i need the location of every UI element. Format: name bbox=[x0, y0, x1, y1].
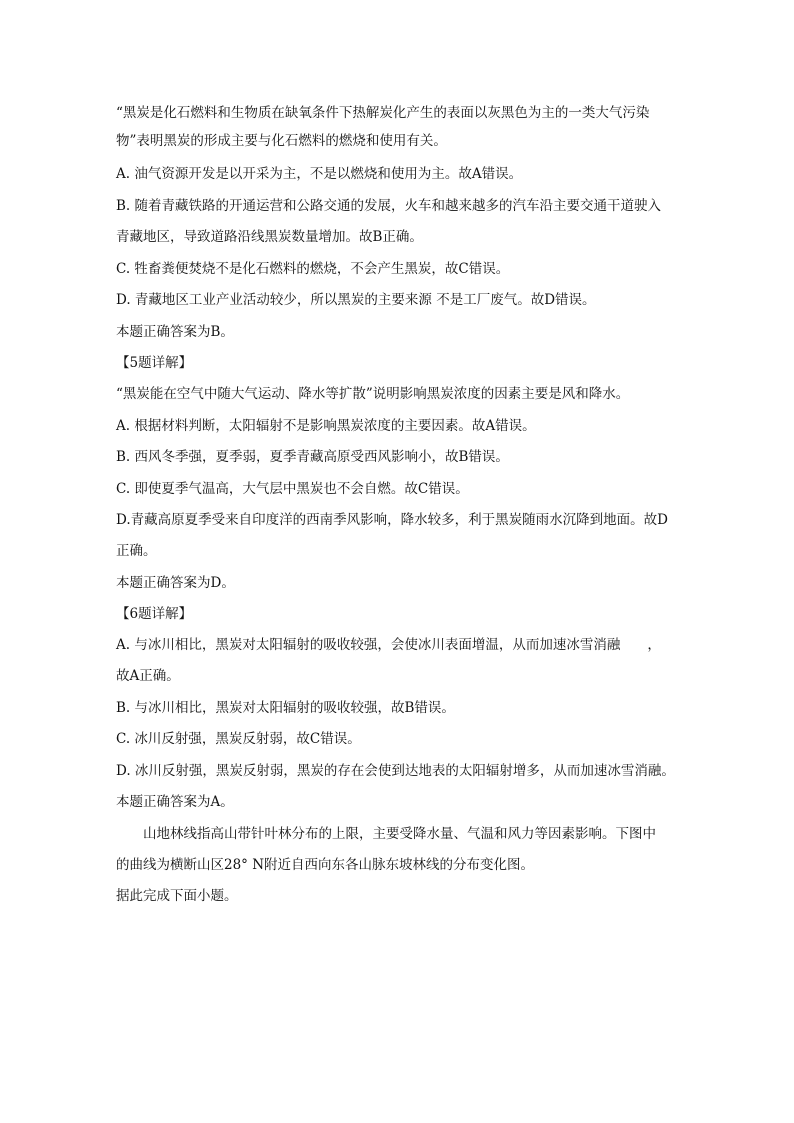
paragraph-line: “黑炭是化石燃料和生物质在缺氧条件下热解炭化产生的表面以灰黑色为主的一类大气污染 bbox=[116, 105, 650, 121]
option-d-line: D.青藏高原夏季受来自印度洋的西南季风影响，降水较多，利于黑炭随雨水沉降到地面。故D bbox=[116, 512, 668, 528]
option-b-line: 青藏地区，导致道路沿线黑炭数量增加。故B正确。 bbox=[116, 229, 423, 245]
paragraph-line: 的曲线为横断山区28° N附近自西向东各山脉东坡林线的分布变化图。 bbox=[116, 857, 535, 873]
option-a-line: A. 油气资源开发是以开采为主，不是以燃烧和使用为主。故A错误。 bbox=[116, 166, 523, 182]
paragraph-line: “黑炭能在空气中随大气运动、降水等扩散”说明影响黑炭浓度的因素主要是风和降水。 bbox=[116, 386, 630, 402]
option-d-line: D. 青藏地区工业产业活动较少，所以黑炭的主要来源 不是工厂废气。故D错误。 bbox=[116, 292, 596, 308]
option-b-line: B. 西风冬季强，夏季弱，夏季青藏高原受西风影响小，故B错误。 bbox=[116, 449, 509, 465]
paragraph-line: 物”表明黑炭的形成主要与化石燃料的燃烧和使用有关。 bbox=[116, 133, 447, 149]
option-d-line: 正确。 bbox=[116, 543, 157, 559]
section-heading-5: 【5题详解】 bbox=[116, 355, 193, 371]
answer-line: 本题正确答案为D。 bbox=[116, 575, 235, 591]
section-heading-6: 【6题详解】 bbox=[116, 606, 193, 622]
answer-line: 本题正确答案为A。 bbox=[116, 794, 234, 810]
paragraph-line: 据此完成下面小题。 bbox=[116, 888, 238, 904]
paragraph-line: 山地林线指高山带针叶林分布的上限，主要受降水量、气温和风力等因素影响。下图中 bbox=[143, 826, 656, 842]
option-a-line: A. 与冰川相比，黑炭对太阳辐射的吸收较强，会使冰川表面增温，从而加速冰雪消融 ， bbox=[116, 637, 661, 653]
option-b-line: B. 与冰川相比，黑炭对太阳辐射的吸收较强，故B错误。 bbox=[116, 700, 455, 716]
option-a-line: 故A正确。 bbox=[116, 668, 180, 684]
option-c-line: C. 即使夏季气温高，大气层中黑炭也不会自燃。故C错误。 bbox=[116, 481, 469, 497]
answer-line: 本题正确答案为B。 bbox=[116, 324, 234, 340]
option-d-line: D. 冰川反射强，黑炭反射弱，黑炭的存在会使到达地表的太阳辐射增多，从而加速冰雪消融。 bbox=[116, 763, 675, 779]
option-c-line: C. 牲畜粪便焚烧不是化石燃料的燃烧，不会产生黑炭，故C错误。 bbox=[116, 261, 510, 277]
option-b-line: B. 随着青藏铁路的开通运营和公路交通的发展，火车和越来越多的汽车沿主要交通干道驶入 bbox=[116, 198, 662, 214]
option-c-line: C. 冰川反射强，黑炭反射弱，故C错误。 bbox=[116, 731, 361, 747]
option-a-line: A. 根据材料判断，太阳辐射不是影响黑炭浓度的主要因素。故A错误。 bbox=[116, 418, 536, 434]
